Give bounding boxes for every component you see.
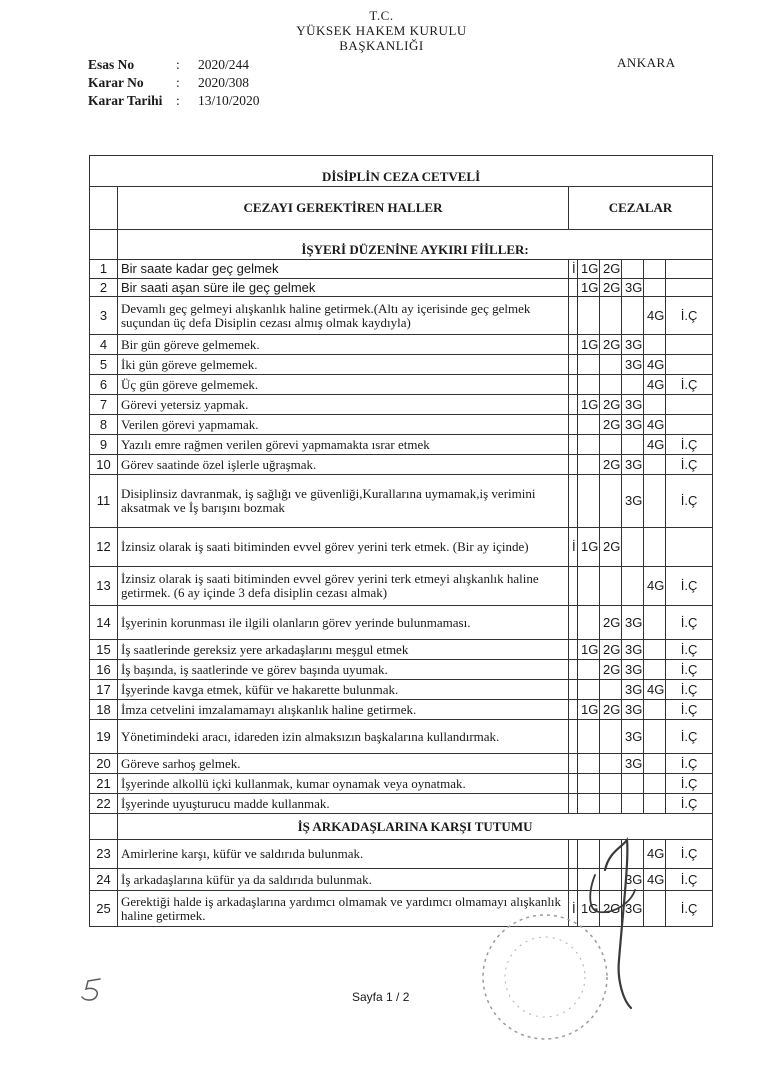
penalty-cell: 3G: [622, 355, 644, 375]
penalty-cell: 2G: [600, 606, 622, 640]
penalty-cell: [569, 794, 578, 814]
penalty-cell: [569, 660, 578, 680]
penalty-cell: [644, 260, 666, 279]
penalty-cell: [644, 528, 666, 567]
penalty-cell: [569, 415, 578, 435]
penalty-cell: 3G: [622, 279, 644, 297]
penalty-cell: 3G: [622, 700, 644, 720]
table-row: [90, 528, 713, 567]
penalty-cell: [600, 375, 622, 395]
table-row: [90, 297, 713, 335]
penalty-cell: [578, 660, 600, 680]
penalty-cell: [578, 435, 600, 455]
penalty-table: [89, 155, 713, 927]
penalty-cell: [569, 720, 578, 754]
section-heading-colleagues: İŞ ARKADAŞLARINA KARŞI TUTUMU: [118, 814, 713, 840]
penalty-cell: İ.Ç: [666, 794, 713, 814]
penalty-cell: İ.Ç: [666, 869, 713, 891]
row-number: 25: [90, 891, 118, 927]
penalty-cell: [578, 415, 600, 435]
penalty-cell: [569, 375, 578, 395]
penalty-cell: 3G: [622, 455, 644, 475]
penalty-cell: [644, 660, 666, 680]
penalty-cell: [600, 774, 622, 794]
meta-sep: :: [176, 75, 180, 90]
table-row: [90, 455, 713, 475]
penalty-cell: [578, 355, 600, 375]
section-row: [90, 230, 713, 260]
penalty-cell: [644, 279, 666, 297]
offense-text: Gerektiği halde iş arkadaşlarına yardımcı olmamak ve yardımcı olmamayı alışkanlık haline getirmek.: [118, 891, 569, 927]
row-number: 6: [90, 375, 118, 395]
penalty-cell: [600, 754, 622, 774]
offense-text: İşyerinde alkollü içki kullanmak, kumar oynamak veya oynatmak.: [118, 774, 569, 794]
table-row: [90, 567, 713, 606]
penalty-cell: 3G: [622, 335, 644, 355]
penalty-cell: [644, 606, 666, 640]
penalty-cell: 1G: [578, 279, 600, 297]
penalty-cell: [622, 435, 644, 455]
penalty-cell: 1G: [578, 395, 600, 415]
table-title-row: [90, 156, 713, 187]
penalty-cell: 3G: [622, 720, 644, 754]
penalty-cell: 4G: [644, 840, 666, 869]
penalty-cell: [569, 754, 578, 774]
penalty-cell: [569, 475, 578, 528]
table-row: [90, 395, 713, 415]
column-header-penalties: CEZALAR: [569, 187, 713, 230]
penalty-cell: [600, 794, 622, 814]
penalty-cell: 4G: [644, 297, 666, 335]
section-num-cell: [90, 230, 118, 260]
penalty-cell: İ.Ç: [666, 774, 713, 794]
table-title: DİSİPLİN CEZA CETVELİ: [90, 156, 713, 187]
penalty-cell: [569, 355, 578, 375]
penalty-cell: [600, 297, 622, 335]
row-number: 21: [90, 774, 118, 794]
meta-sep: :: [176, 57, 180, 72]
penalty-cell: [578, 720, 600, 754]
penalty-cell: İ.Ç: [666, 840, 713, 869]
offense-text: İki gün göreve gelmemek.: [118, 355, 569, 375]
penalty-cell: [600, 475, 622, 528]
penalty-cell: 1G: [578, 528, 600, 567]
table-row: [90, 279, 713, 297]
penalty-cell: [600, 355, 622, 375]
penalty-cell: İ: [569, 891, 578, 927]
meta-label: Karar Tarihi: [88, 93, 163, 108]
penalty-cell: 3G: [622, 754, 644, 774]
row-number: 24: [90, 869, 118, 891]
offense-text: Göreve sarhoş gelmek.: [118, 754, 569, 774]
penalty-cell: [644, 475, 666, 528]
row-number: 20: [90, 754, 118, 774]
penalty-cell: 3G: [622, 680, 644, 700]
penalty-cell: [578, 794, 600, 814]
table-row: [90, 794, 713, 814]
penalty-cell: İ.Ç: [666, 475, 713, 528]
case-meta: [88, 56, 260, 110]
penalty-cell: [666, 355, 713, 375]
penalty-cell: [666, 528, 713, 567]
penalty-cell: [578, 375, 600, 395]
row-number: 4: [90, 335, 118, 355]
penalty-cell: [569, 435, 578, 455]
penalty-cell: İ.Ç: [666, 700, 713, 720]
penalty-cell: [622, 567, 644, 606]
penalty-cell: 2G: [600, 260, 622, 279]
penalty-cell: [644, 774, 666, 794]
penalty-cell: [569, 455, 578, 475]
penalty-cell: [666, 415, 713, 435]
section-heading-workplace: İŞYERİ DÜZENİNE AYKIRI FİİLLER:: [118, 230, 713, 260]
offense-text: Görev saatinde özel işlerle uğraşmak.: [118, 455, 569, 475]
penalty-cell: [569, 700, 578, 720]
offense-text: Bir gün göreve gelmemek.: [118, 335, 569, 355]
table-row: [90, 435, 713, 455]
penalty-cell: [644, 455, 666, 475]
penalty-table-body: [90, 156, 713, 927]
penalty-cell: İ.Ç: [666, 606, 713, 640]
table-row: [90, 606, 713, 640]
meta-row-karar: [88, 74, 260, 92]
meta-value: 13/10/2020: [198, 93, 260, 108]
penalty-cell: 2G: [600, 700, 622, 720]
penalty-cell: 1G: [578, 335, 600, 355]
penalty-cell: [578, 774, 600, 794]
penalty-cell: [569, 567, 578, 606]
meta-label: Esas No: [88, 57, 135, 72]
penalty-cell: 3G: [622, 660, 644, 680]
penalty-cell: İ: [569, 260, 578, 279]
row-number: 7: [90, 395, 118, 415]
penalty-cell: 2G: [600, 528, 622, 567]
row-number: 13: [90, 567, 118, 606]
table-row: [90, 774, 713, 794]
row-number: 11: [90, 475, 118, 528]
row-number: 8: [90, 415, 118, 435]
penalty-cell: [666, 260, 713, 279]
row-number: 10: [90, 455, 118, 475]
penalty-cell: [600, 680, 622, 700]
header-presidency: BAŞKANLIĞI: [339, 38, 424, 53]
penalty-cell: 4G: [644, 375, 666, 395]
penalty-cell: [578, 680, 600, 700]
table-row: [90, 260, 713, 279]
penalty-cell: [569, 680, 578, 700]
penalty-cell: 2G: [600, 335, 622, 355]
penalty-cell: İ.Ç: [666, 680, 713, 700]
penalty-cell: [622, 375, 644, 395]
penalty-cell: [600, 435, 622, 455]
row-number: 9: [90, 435, 118, 455]
penalty-cell: 1G: [578, 700, 600, 720]
penalty-cell: İ.Ç: [666, 754, 713, 774]
penalty-cell: 2G: [600, 660, 622, 680]
handwritten-number: [78, 975, 118, 1005]
penalty-cell: İ: [569, 528, 578, 567]
penalty-cell: 2G: [600, 640, 622, 660]
offense-text: İzinsiz olarak iş saati bitiminden evvel görev yerini terk etmek. (Bir ay içinde): [118, 528, 569, 567]
penalty-cell: [569, 640, 578, 660]
penalty-cell: İ.Ç: [666, 720, 713, 754]
row-number: 5: [90, 355, 118, 375]
penalty-cell: [666, 395, 713, 415]
meta-row-esas: [88, 56, 260, 74]
row-number: 12: [90, 528, 118, 567]
penalty-cell: 1G: [578, 640, 600, 660]
penalty-cell: [644, 794, 666, 814]
penalty-cell: 2G: [600, 455, 622, 475]
row-number: 3: [90, 297, 118, 335]
offense-text: Üç gün göreve gelmemek.: [118, 375, 569, 395]
penalty-cell: İ.Ç: [666, 891, 713, 927]
header-institution: YÜKSEK HAKEM KURULU: [296, 23, 467, 38]
offense-text: Yazılı emre rağmen verilen görevi yapmamakta ısrar etmek: [118, 435, 569, 455]
penalty-cell: İ.Ç: [666, 567, 713, 606]
header-tc: T.C.: [369, 8, 394, 23]
offense-text: İşyerinin korunması ile ilgili olanların görev yerinde bulunmaması.: [118, 606, 569, 640]
row-number: 2: [90, 279, 118, 297]
penalty-cell: 2G: [600, 891, 622, 927]
penalty-cell: İ.Ç: [666, 455, 713, 475]
row-number: 22: [90, 794, 118, 814]
penalty-cell: İ.Ç: [666, 640, 713, 660]
table-row: [90, 335, 713, 355]
penalty-cell: [578, 475, 600, 528]
offense-text: İş arkadaşlarına küfür ya da saldırıda bulunmak.: [118, 869, 569, 891]
header-num-cell: [90, 187, 118, 230]
table-row: [90, 700, 713, 720]
seal-stamp: [470, 905, 620, 1050]
penalty-cell: 4G: [644, 435, 666, 455]
offense-text: İş saatlerinde gereksiz yere arkadaşlarını meşgul etmek: [118, 640, 569, 660]
penalty-cell: 3G: [622, 869, 644, 891]
offense-text: İş başında, iş saatlerinde ve görev başında uyumak.: [118, 660, 569, 680]
table-row: [90, 680, 713, 700]
penalty-cell: 4G: [644, 355, 666, 375]
penalty-cell: [666, 279, 713, 297]
penalty-cell: 2G: [600, 415, 622, 435]
offense-text: İşyerinde kavga etmek, küfür ve hakarette bulunmak.: [118, 680, 569, 700]
penalty-cell: [569, 395, 578, 415]
penalty-cell: [622, 774, 644, 794]
row-number: 15: [90, 640, 118, 660]
penalty-cell: 2G: [600, 395, 622, 415]
offense-text: Verilen görevi yapmamak.: [118, 415, 569, 435]
penalty-cell: [644, 335, 666, 355]
row-number: 16: [90, 660, 118, 680]
header-city: ANKARA: [617, 55, 676, 70]
penalty-cell: İ.Ç: [666, 297, 713, 335]
meta-row-tarih: [88, 92, 260, 110]
penalty-cell: [644, 395, 666, 415]
penalty-cell: [569, 774, 578, 794]
offense-text: Görevi yetersiz yapmak.: [118, 395, 569, 415]
penalty-cell: 4G: [644, 680, 666, 700]
penalty-cell: [578, 754, 600, 774]
row-number: 1: [90, 260, 118, 279]
penalty-cell: [644, 640, 666, 660]
table-row: [90, 720, 713, 754]
penalty-cell: 3G: [622, 415, 644, 435]
penalty-cell: [569, 279, 578, 297]
penalty-cell: [644, 720, 666, 754]
table-row: [90, 375, 713, 395]
meta-sep: :: [176, 93, 180, 108]
penalty-cell: [569, 606, 578, 640]
penalty-cell: [578, 606, 600, 640]
penalty-cell: [644, 700, 666, 720]
row-number: 17: [90, 680, 118, 700]
penalty-cell: 1G: [578, 891, 600, 927]
row-number: 23: [90, 840, 118, 869]
column-header-offenses: CEZAYI GEREKTİREN HALLER: [118, 187, 569, 230]
table-header-row: [90, 187, 713, 230]
penalty-cell: 4G: [644, 869, 666, 891]
penalty-cell: 3G: [622, 475, 644, 528]
table-row: [90, 355, 713, 375]
penalty-cell: [569, 297, 578, 335]
penalty-cell: [622, 794, 644, 814]
meta-label: Karar No: [88, 75, 144, 90]
offense-text: İzinsiz olarak iş saati bitiminden evvel görev yerini terk etmeyi alışkanlık haline getirmek. (6 ay içinde 3 defa disiplin cezası almak): [118, 567, 569, 606]
table-row: [90, 754, 713, 774]
penalty-cell: [578, 567, 600, 606]
offense-text: Amirlerine karşı, küfür ve saldırıda bulunmak.: [118, 840, 569, 869]
penalty-cell: [622, 297, 644, 335]
penalty-cell: [600, 720, 622, 754]
offense-text: İmza cetvelini imzalamamayı alışkanlık haline getirmek.: [118, 700, 569, 720]
penalty-cell: 4G: [644, 567, 666, 606]
penalty-cell: [622, 528, 644, 567]
penalty-cell: [578, 455, 600, 475]
page-number: Sayfa 1 / 2: [352, 990, 410, 1004]
offense-text: Yönetimindeki aracı, idareden izin almaksızın başkalarına kullandırmak.: [118, 720, 569, 754]
row-number: 18: [90, 700, 118, 720]
meta-value: 2020/308: [198, 75, 250, 90]
offense-text: İşyerinde uyuşturucu madde kullanmak.: [118, 794, 569, 814]
table-row: [90, 475, 713, 528]
penalty-cell: [569, 335, 578, 355]
penalty-cell: [578, 297, 600, 335]
table-row: [90, 640, 713, 660]
penalty-cell: İ.Ç: [666, 375, 713, 395]
offense-text: Disiplinsiz davranmak, iş sağlığı ve güvenliği,Kurallarına uymamak,iş verimini aksatmak ve İş barışını bozmak: [118, 475, 569, 528]
penalty-cell: İ.Ç: [666, 660, 713, 680]
offense-text: Devamlı geç gelmeyi alışkanlık haline getirmek.(Altı ay içerisinde geç gelmek suçundan üç defa Disiplin cezası almış olmak kaydıyla): [118, 297, 569, 335]
penalty-cell: [666, 335, 713, 355]
penalty-cell: 1G: [578, 260, 600, 279]
penalty-cell: [622, 260, 644, 279]
table-row: [90, 415, 713, 435]
table-row: [90, 660, 713, 680]
penalty-cell: 3G: [622, 395, 644, 415]
penalty-cell: 4G: [644, 415, 666, 435]
penalty-cell: İ.Ç: [666, 435, 713, 455]
row-number: 19: [90, 720, 118, 754]
row-number: 14: [90, 606, 118, 640]
penalty-cell: 3G: [622, 606, 644, 640]
penalty-cell: 2G: [600, 279, 622, 297]
penalty-cell: [644, 754, 666, 774]
offense-text: Bir saate kadar geç gelmek: [118, 260, 569, 279]
penalty-cell: [600, 567, 622, 606]
offense-text: Bir saati aşan süre ile geç gelmek: [118, 279, 569, 297]
penalty-cell: 3G: [622, 891, 644, 927]
penalty-cell: 3G: [622, 640, 644, 660]
section-num-cell: [90, 814, 118, 840]
meta-value: 2020/244: [198, 57, 250, 72]
